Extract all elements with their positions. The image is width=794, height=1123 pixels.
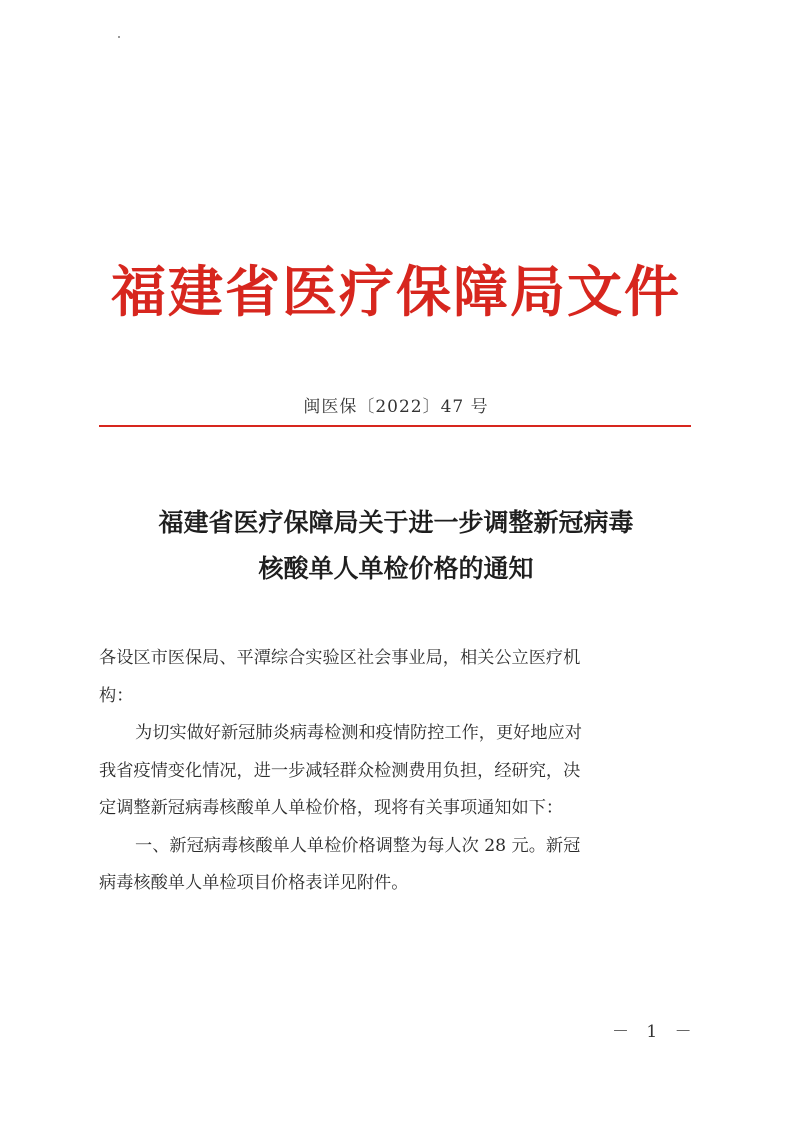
document-title-line-2: 核酸单人单检价格的通知: [258, 554, 534, 583]
document-number: 闽医保〔2022〕47 号: [303, 397, 489, 417]
item-1-line-1: 一、新冠病毒核酸单人单检价格调整为每人次 28 元。新冠: [135, 835, 581, 856]
recipients-line-1: 各设区市医保局、平潭综合实验区社会事业局，相关公立医疗机: [99, 648, 581, 668]
scan-speck: [118, 36, 120, 38]
paragraph-1-line-2: 我省疫情变化情况，进一步减轻群众检测费用负担，经研究，决: [99, 760, 581, 781]
issuer-header-title: 福建省医疗保障局文件: [110, 260, 681, 324]
recipients-line-2: 构：: [99, 685, 134, 706]
document-title: [96, 500, 696, 592]
paragraph-1-line-1: 为切实做好新冠肺炎病毒检测和疫情防控工作，更好地应对: [135, 723, 582, 743]
document-body: [99, 640, 699, 903]
red-divider-line: [99, 425, 691, 427]
page-number: － 1 －: [612, 1022, 698, 1042]
paragraph-1-line-3: 定调整新冠病毒核酸单人单检价格，现将有关事项通知如下：: [99, 798, 564, 818]
document-title-line-1: 福建省医疗保障局关于进一步调整新冠病毒: [158, 508, 634, 537]
item-1-line-2: 病毒核酸单人单检项目价格表详见附件。: [99, 873, 409, 893]
